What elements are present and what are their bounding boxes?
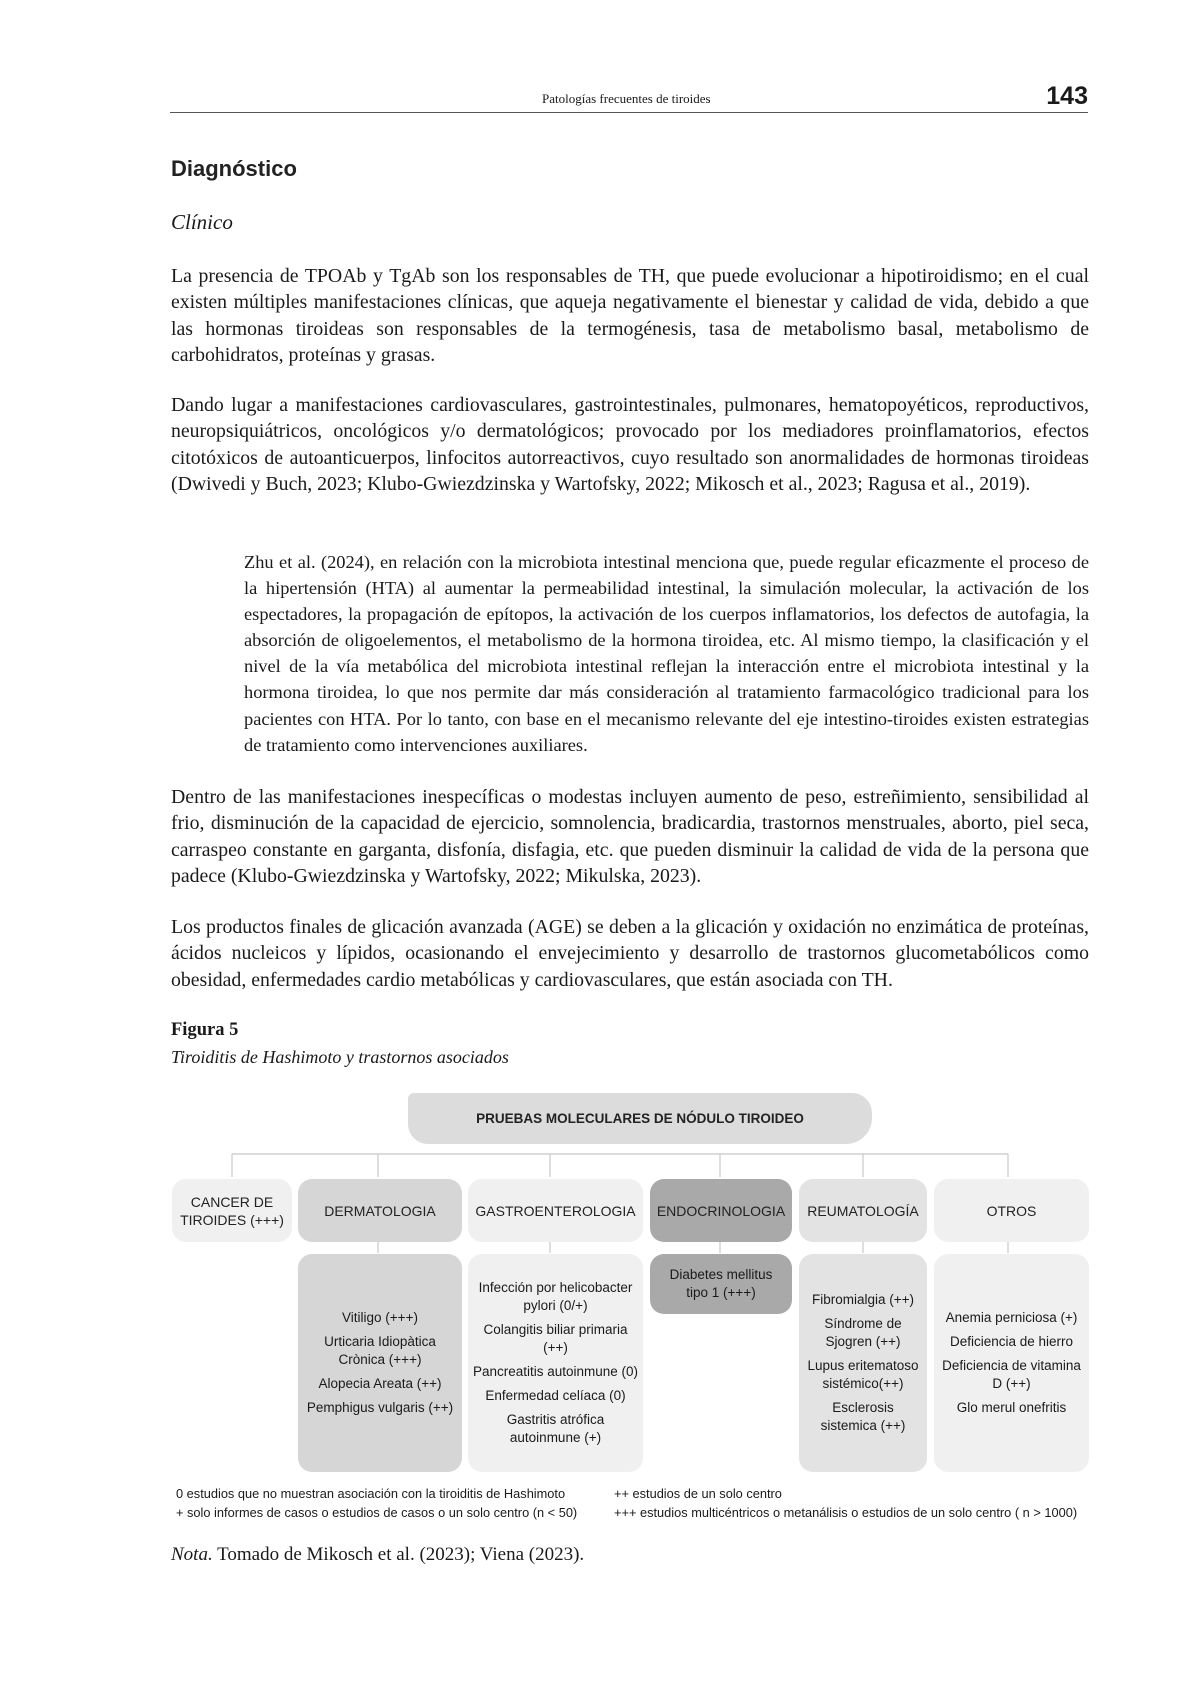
section-subheading: Clínico — [171, 210, 233, 234]
legend-line: + solo informes de casos o estudios de casos o un solo centro (n < 50) — [176, 1505, 578, 1520]
detail-reumatologia — [799, 1254, 927, 1472]
detail-otros — [934, 1254, 1089, 1472]
legend-left — [176, 1484, 577, 1522]
top-box: PRUEBAS MOLECULARES DE NÓDULO TIROIDEO — [408, 1093, 872, 1144]
category-gastroenterologia: GASTROENTEROLOGIA — [468, 1179, 643, 1242]
section-heading: Diagnóstico — [171, 156, 297, 181]
detail-item: Diabetes mellitus tipo 1 (+++) — [669, 1267, 773, 1300]
detail-item: Lupus eritematoso sistémico(++) — [807, 1358, 919, 1391]
figure-note — [171, 1544, 584, 1566]
note-text: Tomado de Mikosch et al. (2023); Viena (2023). — [212, 1544, 585, 1565]
detail-dermatologia — [298, 1254, 462, 1472]
running-header — [170, 82, 1088, 113]
detail-item: Pancreatitis autoinmune (0) — [472, 1364, 639, 1379]
note-label: Nota. — [171, 1544, 213, 1565]
figure-label: Figura 5 — [171, 1020, 239, 1040]
detail-item: Deficiencia de hierro — [949, 1334, 1074, 1349]
detail-item: Síndrome de Sjogren (++) — [824, 1316, 902, 1349]
detail-item: Pemphigus vulgaris (++) — [306, 1400, 454, 1415]
figure-title: Tiroiditis de Hashimoto y trastornos asociados — [171, 1047, 509, 1067]
detail-item: Enfermedad celíaca (0) — [485, 1388, 626, 1403]
detail-item: Infección por helicobacter pylori (0/+) — [478, 1280, 633, 1313]
detail-item: Esclerosis sistemica (++) — [820, 1400, 906, 1433]
detail-endocrinologia — [650, 1254, 792, 1314]
paragraph-1: La presencia de TPOAb y TgAb son los responsables de TH, que puede evolucionar a hipotiroidismo; en el cual existen múltiples manifestaciones clínicas, que aqueja negativamente el bienestar y calidad de vida, debido a que las hormonas tiroideas son responsables de la termogénesis, tasa de metabolismo basal, metabolismo de carbohidratos, proteínas y grasas. — [171, 265, 1089, 366]
paragraph-3: Dentro de las manifestaciones inespecíficas o modestas incluyen aumento de peso, estreñimiento, sensibilidad al frio, disminución de la capacidad de ejercicio, somnolencia, bradicardia, trastornos menstruales, aborto, piel seca, carraspeo constante en garganta, disfonía, disfagia, etc. que pueden disminuir la calidad de vida de la persona que padece (Klubo-Gwiezdzinska y Wartofsky, 2022; Mikulska, 2023). — [171, 786, 1089, 887]
legend-line: 0 estudios que no muestran asociación con la tiroiditis de Hashimoto — [176, 1486, 566, 1501]
page-number: 143 — [1046, 82, 1088, 110]
detail-gastroenterologia — [468, 1254, 643, 1472]
detail-item: Fibromialgia (++) — [811, 1292, 915, 1307]
detail-item: Alopecia Areata (++) — [318, 1376, 442, 1391]
detail-item: Colangitis biliar primaria (++) — [483, 1322, 628, 1355]
detail-item: Glo merul onefritis — [956, 1400, 1067, 1415]
detail-item: Deficiencia de vitamina D (++) — [942, 1358, 1081, 1391]
detail-item: Gastritis atrófica autoinmune (+) — [506, 1412, 605, 1445]
detail-item: Vitiligo (+++) — [342, 1310, 418, 1325]
category-reumatologia: REUMATOLOGÍA — [799, 1179, 927, 1242]
block-quote: Zhu et al. (2024), en relación con la microbiota intestinal menciona que, puede regular eficazmente el proceso de la hipertensión (HTA) al aumentar la permeabilidad intestinal, la simulación molecular, la activación de los espectadores, la propagación de epítopos, la activación de los cuerpos inflamatorios, los defectos de autofagia, la absorción de oligoelementos, el metabolismo de la hormona tiroidea, etc. Al mismo tiempo, la clasificación y el nivel de la vía metabólica del microbiota intestinal reflejan la interacción entre el microbiota intestinal y la hormona tiroidea, lo que nos permite dar más consideración al tratamiento farmacológico tradicional para los pacientes con HTA. Por lo tanto, con base en el mecanismo relevante del eje intestino-tiroides existen estrategias de tratamiento como intervenciones auxiliares. — [244, 552, 1089, 755]
category-otros: OTROS — [934, 1179, 1089, 1242]
figure-diagram — [170, 1088, 1092, 1528]
paragraph-2: Dando lugar a manifestaciones cardiovasculares, gastrointestinales, pulmonares, hematopoyéticos, reproductivos, neuropsiquiátricos, oncológicos y/o dermatológicos; provocado por los mediadores proinflamatorios, efectos citotóxicos de autoanticuerpos, linfocitos autorreactivos, cuyo resultado son anormalidades de hormonas tiroideas (Dwivedi y Buch, 2023; Klubo-Gwiezdzinska y Wartofsky, 2022; Mikosch et al., 2023; Ragusa et al., 2019). — [171, 394, 1089, 495]
legend-line: +++ estudios multicéntricos o metanálisis o estudios de un solo centro ( n > 1000) — [614, 1505, 1078, 1520]
detail-item: Anemia perniciosa (+) — [945, 1310, 1078, 1325]
category-endocrinologia: ENDOCRINOLOGIA — [650, 1179, 792, 1242]
category-cancer: CANCER DE TIROIDES (+++) — [172, 1179, 292, 1242]
legend-right — [614, 1484, 1077, 1522]
running-title: Patologías frecuentes de tiroides — [542, 91, 711, 106]
legend-line: ++ estudios de un solo centro — [614, 1486, 782, 1501]
detail-item: Urticaria Idiopàtica Crònica (+++) — [324, 1334, 436, 1367]
paragraph-4: Los productos finales de glicación avanzada (AGE) se deben a la glicación y oxidación no enzimática de proteínas, ácidos nucleicos y lípidos, ocasionando el envejecimiento y desarrollo de trastornos glucometabólicos como obesidad, enfermedades cardio metabólicas y cardiovasculares, que están asociada con TH. — [171, 916, 1089, 991]
category-dermatologia: DERMATOLOGIA — [298, 1179, 462, 1242]
